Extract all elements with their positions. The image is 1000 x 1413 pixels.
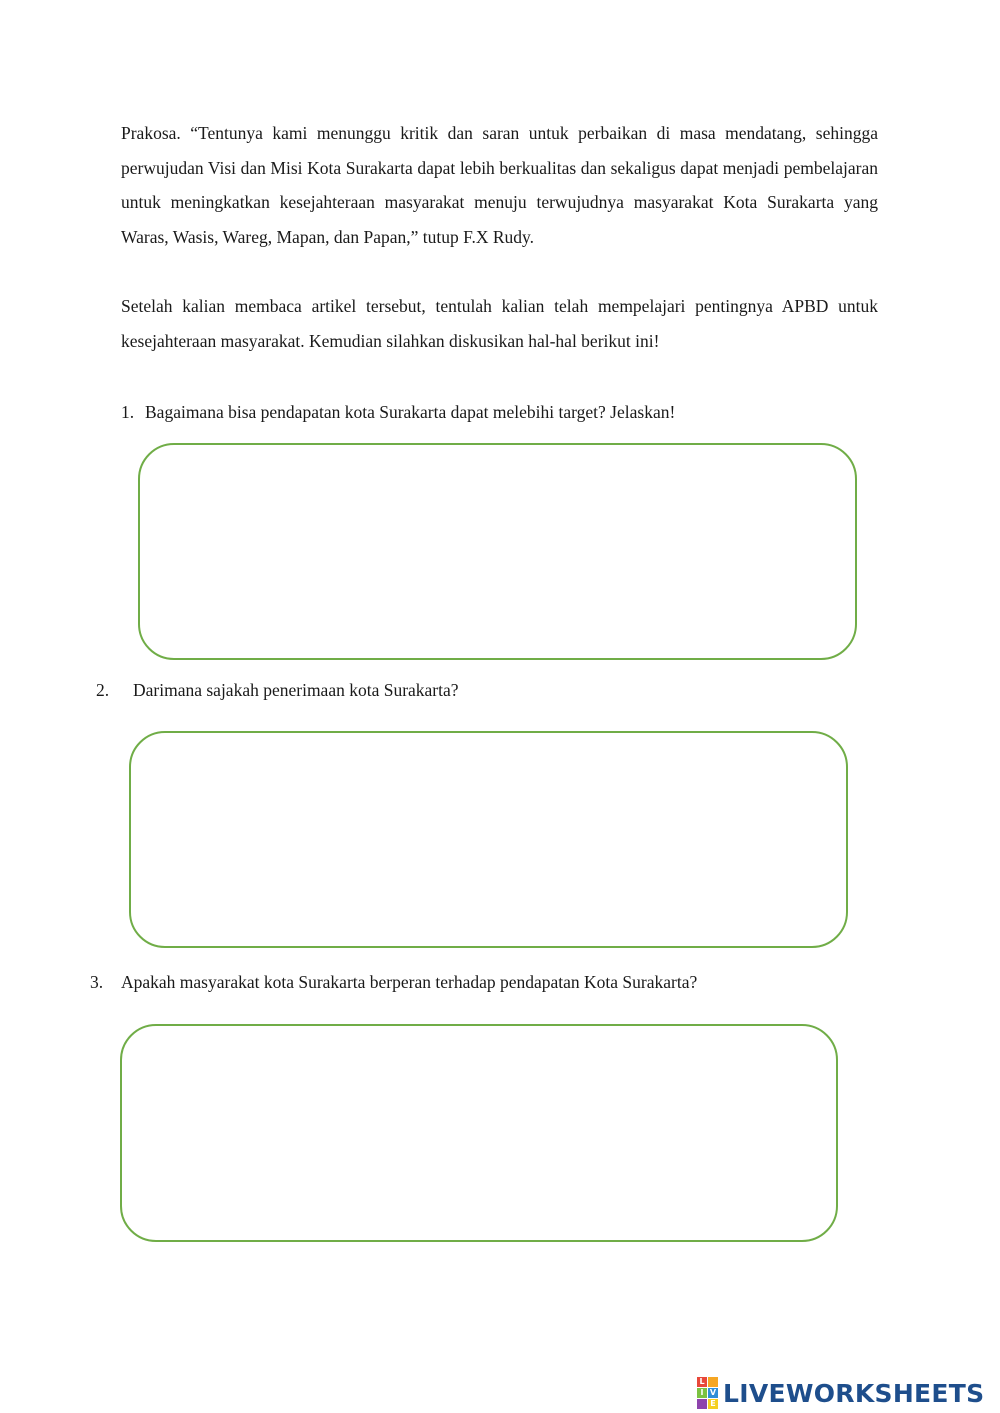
question-1	[121, 400, 675, 424]
logo-block	[697, 1399, 707, 1409]
logo-letter: E	[708, 1399, 718, 1409]
question-number: 3.	[90, 972, 104, 992]
logo-letter: V	[709, 1388, 717, 1397]
question-2	[96, 678, 459, 702]
answer-box-2[interactable]	[129, 731, 848, 948]
answer-box-1[interactable]	[138, 443, 857, 660]
liveworksheets-brand: LIVEWORKSHEETS	[723, 1378, 985, 1408]
logo-letter: I	[697, 1388, 707, 1398]
question-text: Apakah masyarakat kota Surakarta berperan terhadap pendapatan Kota Surakarta?	[121, 972, 698, 992]
answer-box-3[interactable]	[120, 1024, 838, 1242]
liveworksheets-logo-icon	[697, 1377, 718, 1409]
intro-paragraph-1: Prakosa. “Tentunya kami menunggu kritik dan saran untuk perbaikan di masa mendatang, sehingga perwujudan Visi dan Misi Kota Surakarta dapat lebih berkualitas dan sekaligus dapat menjadi pembelajaran untuk meningkatkan kesejahteraan masyarakat menuju terwujudnya masyarakat Kota Surakarta yang Waras, Wasis, Wareg, Mapan, dan Papan,” tutup F.X Rudy.	[121, 123, 878, 247]
question-text: Bagaimana bisa pendapatan kota Surakarta dapat melebihi target? Jelaskan!	[145, 402, 676, 422]
intro-paragraph-2: Setelah kalian membaca artikel tersebut, tentulah kalian telah mempelajari pentingnya APBD untuk kesejahteraan masyarakat. Kemudian silahkan diskusikan hal-hal berikut ini!	[121, 296, 878, 351]
liveworksheets-logo	[697, 1378, 984, 1408]
question-number: 2.	[96, 680, 110, 700]
logo-letter: L	[697, 1377, 707, 1387]
logo-block	[708, 1377, 718, 1387]
question-3	[90, 970, 697, 994]
question-number: 1.	[121, 402, 135, 422]
question-text: Darimana sajakah penerimaan kota Surakarta?	[133, 680, 459, 700]
